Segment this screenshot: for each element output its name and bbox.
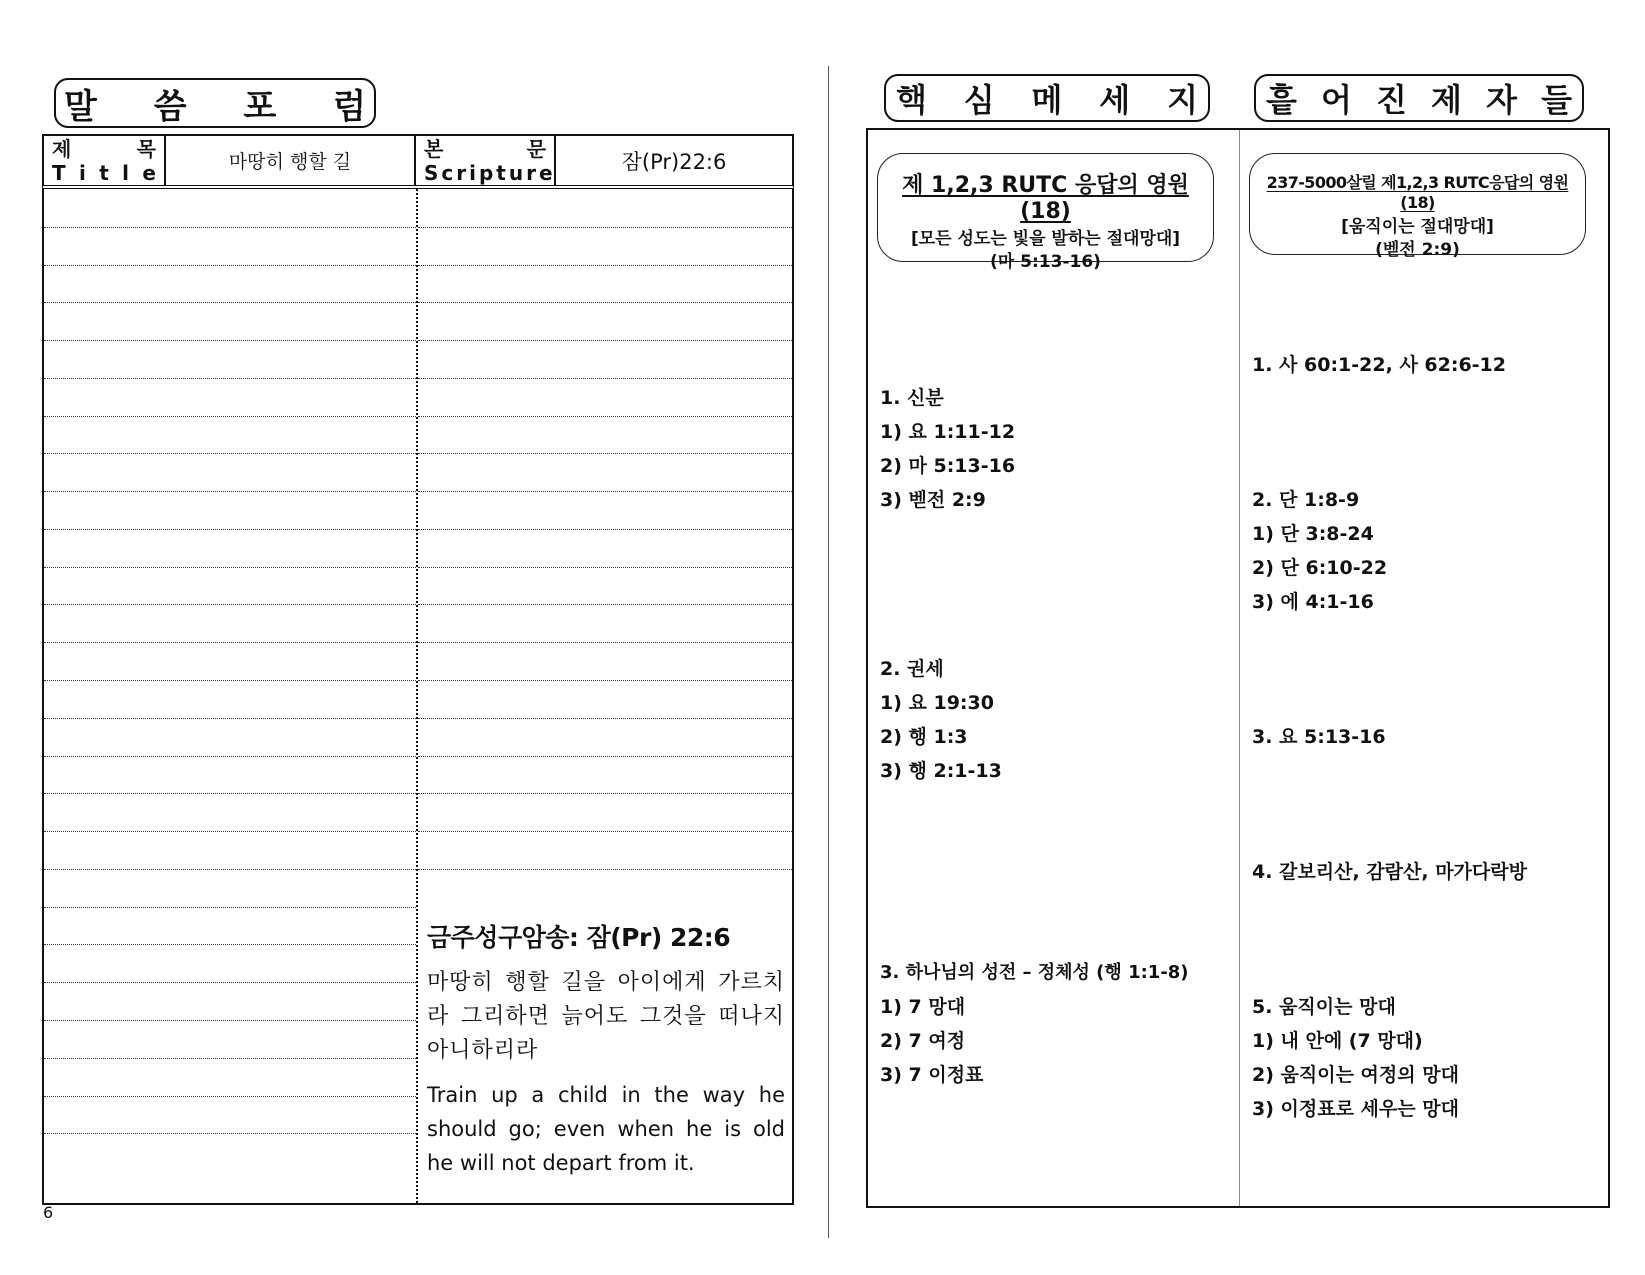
- column-divider: [416, 189, 418, 1203]
- outline-heading: 1. 사 60:1-22, 사 62:6-12: [1252, 354, 1506, 376]
- section-title-char: 포: [243, 86, 277, 127]
- outline-subitem: 2) 단 6:10-22: [1252, 557, 1388, 579]
- outline-heading: 4. 갈보리산, 감람산, 마가다락방: [1252, 861, 1527, 883]
- outline-subitem: 2) 마 5:13-16: [880, 455, 1016, 477]
- ruled-line: [44, 907, 416, 908]
- label-char: 본: [424, 136, 444, 161]
- ruled-line: [44, 453, 416, 454]
- page-gutter: [828, 66, 829, 1238]
- ruled-line: [418, 453, 792, 454]
- card-subtitle: [움직이는 절대망대]: [1341, 217, 1494, 237]
- scattered-disciples-card: [1249, 153, 1586, 260]
- section-title-char: 말: [64, 86, 97, 127]
- label-char: e: [142, 160, 156, 185]
- ruled-line: [418, 567, 792, 568]
- ruled-line: [418, 265, 792, 266]
- ruled-line: [44, 604, 416, 605]
- ruled-line: [44, 265, 416, 266]
- scripture-label-en: Scripture: [424, 160, 556, 185]
- section-title-char: 럼: [333, 86, 366, 127]
- ruled-line: [44, 378, 416, 379]
- title-label-en: [52, 161, 156, 185]
- header-char: 지: [1167, 81, 1198, 119]
- header-char: 진: [1376, 81, 1407, 119]
- header-char: 들: [1541, 81, 1572, 119]
- header-char: 세: [1099, 81, 1131, 119]
- ruled-line: [418, 340, 792, 341]
- ruled-line: [44, 831, 416, 832]
- label-char: t: [99, 160, 109, 185]
- ruled-line: [44, 718, 416, 719]
- header-char: 메: [1031, 81, 1063, 119]
- ruled-line: [418, 831, 792, 832]
- ruled-line: [418, 642, 792, 643]
- ruled-line: [44, 416, 416, 417]
- outline-heading: 5. 움직이는 망대: [1252, 996, 1396, 1018]
- column-divider: [1239, 130, 1240, 1206]
- outline-subitem: 1) 7 망대: [880, 996, 966, 1018]
- card-reference: (벧전 2:9): [1375, 240, 1460, 260]
- label-char: T: [52, 160, 66, 185]
- page-number: 6: [43, 1203, 54, 1222]
- message-outline-box: [866, 128, 1610, 1208]
- ruled-line: [418, 302, 792, 303]
- card-subtitle: [모든 성도는 빛을 발하는 절대망대]: [910, 229, 1181, 249]
- outline-heading: 3. 하나님의 성전 – 정체성 (행 1:1-8): [880, 962, 1189, 983]
- ruled-line: [44, 1020, 416, 1021]
- label-char: l: [122, 160, 130, 185]
- ruled-line: [418, 491, 792, 492]
- title-value: 마땅히 행할 길: [166, 136, 416, 185]
- scripture-label-ko: [424, 137, 546, 161]
- ruled-line: [44, 680, 416, 681]
- header-char: 자: [1486, 81, 1517, 119]
- sermon-info-table: [42, 134, 794, 189]
- outline-subitem: 1) 내 안에 (7 망대): [1252, 1030, 1423, 1052]
- ruled-line: [44, 1096, 416, 1097]
- label-char: 목: [136, 136, 156, 161]
- header-char: 심: [963, 81, 995, 119]
- ruled-line: [418, 793, 792, 794]
- ruled-line: [418, 378, 792, 379]
- memory-verse-english: Train up a child in the way he should go; even when he is old he will not depart from it.: [427, 1083, 785, 1175]
- ruled-line: [44, 869, 416, 870]
- ruled-line: [44, 982, 416, 983]
- ruled-line: [418, 869, 792, 870]
- memory-verse-title: 금주성구암송: 잠(Pr) 22:6: [427, 923, 731, 952]
- card-title: 237-5000살릴 제1,2,3 RUTC응답의 영원(18): [1266, 173, 1569, 212]
- core-message-card: [877, 153, 1214, 272]
- title-label-cell: [44, 136, 166, 185]
- memory-verse: [427, 918, 785, 1180]
- outline-subitem: 3) 7 이정표: [880, 1064, 984, 1086]
- ruled-line: [418, 756, 792, 757]
- header-char: 제: [1431, 81, 1462, 119]
- ruled-line: [44, 529, 416, 530]
- header-char: 어: [1321, 81, 1352, 119]
- header-char: 흩: [1266, 81, 1297, 119]
- outline-subitem: 3) 벧전 2:9: [880, 489, 986, 511]
- label-char: i: [79, 160, 86, 185]
- ruled-line: [418, 416, 792, 417]
- ruled-line: [44, 340, 416, 341]
- outline-subitem: 2) 7 여정: [880, 1030, 966, 1052]
- outline-subitem: 1) 요 19:30: [880, 692, 994, 714]
- outline-subitem: 3) 에 4:1-16: [1252, 591, 1374, 613]
- ruled-line: [44, 567, 416, 568]
- outline-subitem: 2) 움직이는 여정의 망대: [1252, 1064, 1459, 1086]
- outline-subitem: 3) 행 2:1-13: [880, 760, 1002, 782]
- header-char: 핵: [896, 81, 927, 119]
- scripture-label-cell: [416, 136, 556, 185]
- outline-heading: 2. 단 1:8-9: [1252, 489, 1360, 511]
- outline-subitem: 1) 요 1:11-12: [880, 421, 1016, 443]
- outline-heading: 3. 요 5:13-16: [1252, 726, 1386, 748]
- ruled-line: [44, 756, 416, 757]
- label-char: 제: [52, 136, 72, 161]
- outline-heading: 2. 권세: [880, 658, 944, 680]
- outline-subitem: 2) 행 1:3: [880, 726, 968, 748]
- scattered-disciples-header: [1254, 74, 1584, 122]
- ruled-line: [418, 604, 792, 605]
- ruled-line: [44, 302, 416, 303]
- ruled-line: [44, 491, 416, 492]
- ruled-line: [418, 680, 792, 681]
- title-label-ko: [52, 137, 156, 161]
- outline-subitem: 1) 단 3:8-24: [1252, 523, 1374, 545]
- section-title-box: [54, 78, 376, 128]
- ruled-line: [44, 1133, 416, 1134]
- section-title-char: 씀: [153, 86, 187, 127]
- core-message-header: [884, 74, 1210, 122]
- ruled-line: [44, 793, 416, 794]
- memory-verse-korean: 마땅히 행할 길을 아이에게 가르치라 그리하면 늙어도 그것을 떠나지 아니하리라: [427, 970, 785, 1063]
- scripture-value: 잠(Pr)22:6: [621, 149, 727, 174]
- ruled-line: [44, 944, 416, 945]
- ruled-line: [418, 529, 792, 530]
- ruled-line: [44, 1058, 416, 1059]
- ruled-line: [44, 227, 416, 228]
- card-title: 제 1,2,3 RUTC 응답의 영원 (18): [902, 173, 1189, 224]
- ruled-line: [44, 642, 416, 643]
- label-char: 문: [526, 136, 546, 161]
- ruled-line: [418, 718, 792, 719]
- outline-heading: 1. 신분: [880, 387, 944, 409]
- card-reference: (마 5:13-16): [990, 252, 1101, 272]
- outline-subitem: 3) 이정표로 세우는 망대: [1252, 1098, 1459, 1120]
- ruled-line: [418, 227, 792, 228]
